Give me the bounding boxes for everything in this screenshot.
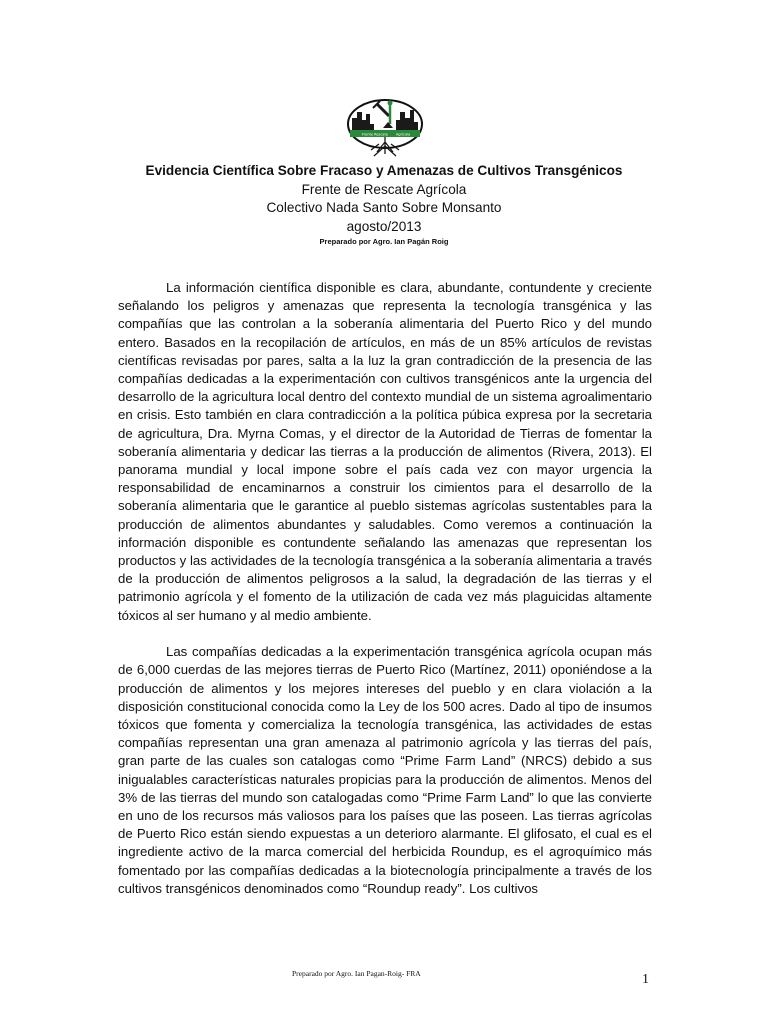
svg-text:Frente Rescate: Frente Rescate — [362, 132, 388, 137]
svg-text:Agrícola: Agrícola — [396, 132, 411, 137]
date-line: agosto/2013 — [346, 218, 422, 234]
document-title: Evidencia Científica Sobre Fracaso y Amenazas de Cultivos Transgénicos — [145, 163, 623, 178]
collective-line: Colectivo Nada Santo Sobre Monsanto — [266, 200, 502, 215]
page-number: 1 — [642, 972, 649, 987]
document-header — [0, 162, 768, 248]
frente-rescate-logo — [344, 94, 426, 158]
paragraph: Las compañías dedicadas a la experimentación transgénica agrícola ocupan más de 6,000 cuerdas de las mejores tierras de Puerto Rico (Martínez, 2011) oponiéndose a la producción de alimentos y los mejores intereses del pueblo y en clara violación a la disposición constitucional conocida como la Ley de los 500 acres. Dado al tipo de insumos tóxicos que fomenta y comercializa la tecnología transgénica, las actividades de estas compañías representan una gran amenaza al patrimonio agrícola y las tierras del país, gran parte de las cuales son catalogas como “Prime Farm Land” (NRCS) debido a sus inigualables características naturales propicias para la producción de alimentos. Menos del 3% de las tierras del mundo son catalogadas como “Prime Farm Land” lo que las convierte en uno de los recursos más valiosos para los países que las poseen. Las tierras agrícolas de Puerto Rico están siendo expuestas a un deterioro alarmante. El glifosato, el cual es el ingrediente activo de la marca comercial del herbicida Roundup, es el agroquímico más fomentado por las compañías dedicadas a la biotecnología principalmente a través de los cultivos transgénicos denominados como “Roundup ready”. Los cultivos — [118, 644, 652, 896]
footer-note: Preparado por Agro. Ian Pagan-Roig- FRA — [292, 969, 421, 978]
paragraph: La información científica disponible es clara, abundante, contundente y creciente señalando los peligros y amenazas que representa la tecnología transgénica y las compañías que las controlan a la soberanía alimentaria del Puerto Rico y del mundo entero. Basados en la recopilación de artículos, en más de un 85% artículos de revistas científicas revisadas por pares, salta a la luz la gran contradicción de la presencia de las compañías dedicadas a la experimentación con cultivos transgénicos ante la urgencia del desarrollo de la agricultura local dentro del contexto mundial de un sistema agroalimentario en crisis. Esto también en clara contradicción a la política púbica expresa por la secretaria de agricultura, Dra. Myrna Comas, y el director de la Autoridad de Tierras de fomentar la soberanía alimentaria y dedicar las tierras a la producción de alimentos (Rivera, 2013). El panorama mundial y local impone sobre el país cada vez con mayor urgencia la responsabilidad de encaminarnos a construir los cimientos para el desarrollo de la soberanía alimentaria que le garantice al pueblo sistemas agrícolas sustentables para la producción de alimentos abundantes y saludables. Como veremos a continuación la información disponible es contundente señalando las amenazas que representan los productos y las actividades de la tecnología transgénica a la soberanía alimentaria a través de la producción de alimentos peligrosos a la salud, la degradación de las tierras y el patrimonio agrícola y el fomento de la utilización de cada vez más plaguicidas altamente tóxicos al ser humano y al medio ambiente. — [118, 280, 652, 623]
prepared-by-line: Preparado por Agro. Ian Pagán Roig — [319, 237, 449, 246]
organization-line: Frente de Rescate Agrícola — [301, 181, 467, 197]
document-body — [118, 279, 652, 916]
